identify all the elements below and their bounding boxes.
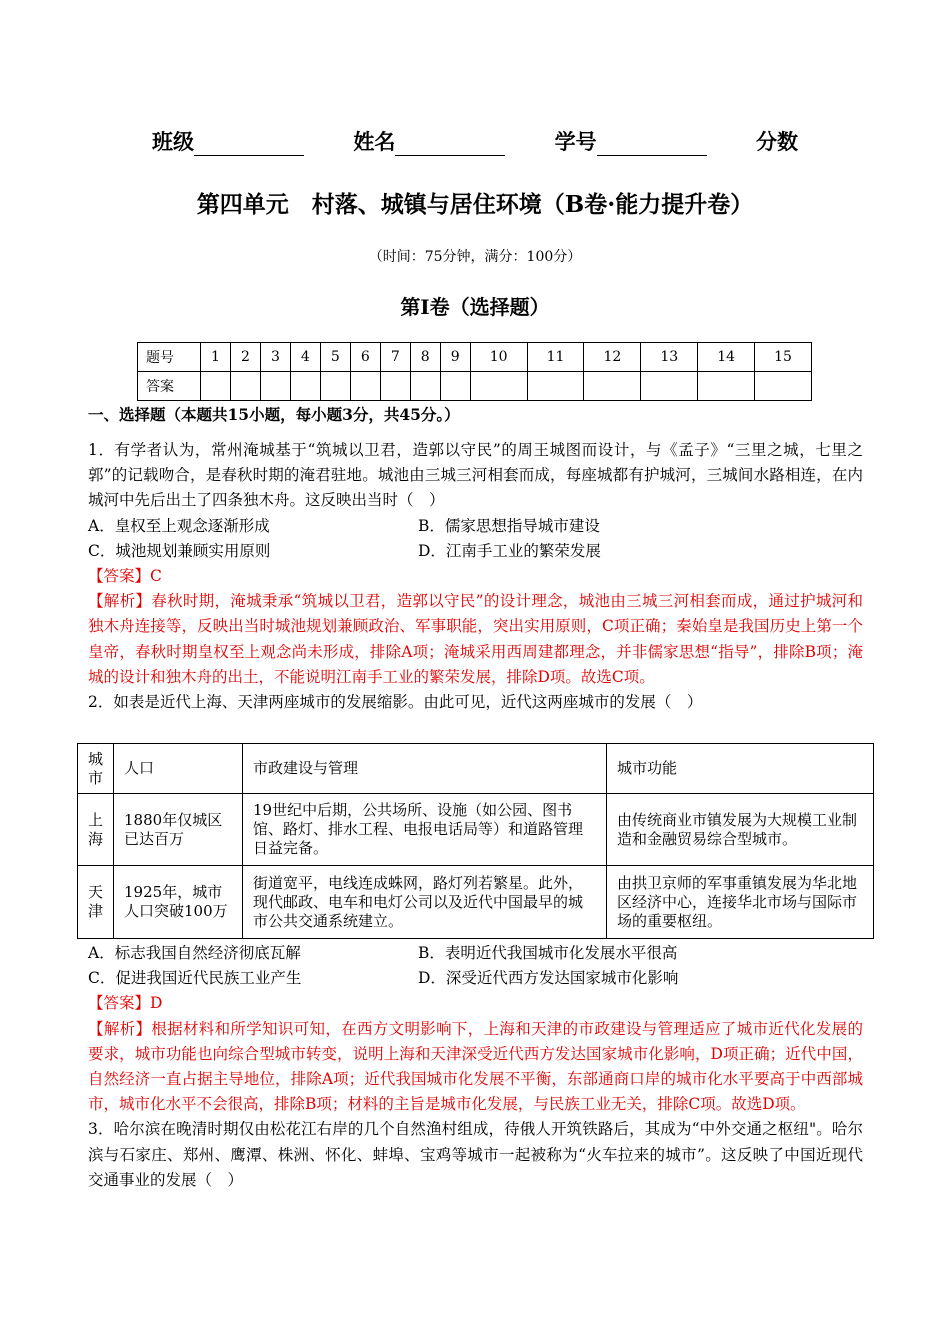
option-d[interactable]: D．深受近代西方发达国家城市化影响 — [418, 969, 679, 988]
analysis — [88, 589, 863, 690]
answer-cell[interactable] — [440, 372, 470, 401]
question-number-cell: 2 — [230, 343, 260, 372]
options-row — [88, 966, 863, 991]
row-label: 题号 — [138, 343, 201, 372]
question-number-cell: 11 — [527, 343, 584, 372]
options-row — [88, 539, 863, 564]
options-row — [88, 941, 863, 966]
answer-cell[interactable] — [230, 372, 260, 401]
question-number-cell: 9 — [440, 343, 470, 372]
answer-cell[interactable] — [380, 372, 410, 401]
question-number-cell: 1 — [201, 343, 231, 372]
section-title: 第Ⅰ卷（选择题） — [400, 295, 550, 319]
question-number-cell: 5 — [320, 343, 350, 372]
function-cell: 由拱卫京师的军事重镇发展为华北地区经济中心，连接华北市场与国际市场的重要枢纽。 — [607, 866, 874, 939]
question-stem-2: 2．如表是近代上海、天津两座城市的发展缩影。由此可见，近代这两座城市的发展（ ） — [88, 693, 703, 712]
question-number-cell: 14 — [698, 343, 755, 372]
question-number-cell: 10 — [470, 343, 527, 372]
answer-cell[interactable] — [584, 372, 641, 401]
question-number-cell: 3 — [260, 343, 290, 372]
option-b[interactable]: B．儒家思想指导城市建设 — [418, 516, 600, 535]
analysis-text: 春秋时期，淹城秉承“筑城以卫君，造郭以守民”的设计理念，城池由三城三河相套而成，通过护城河和独木舟连接等，反映出当时城池规划兼顾政治、军事职能，突出实用原则，C项正确；秦始皇是我国历史上第一个皇帝，春秋时期皇权至上观念尚未形成，排除A项；淹城采用西周建都理念，并非儒家思想“指导”，排除B项；淹城的设计和独木舟的出土，不能说明江南手工业的繁荣发展，排除D项。故选C项。 — [88, 592, 863, 686]
city-cell: 上海 — [78, 794, 114, 866]
name-label: 姓名 — [353, 129, 396, 154]
answer-cell[interactable] — [410, 372, 440, 401]
question-number-row — [138, 343, 812, 372]
class-blank[interactable] — [194, 135, 304, 156]
header-cell: 城市 — [78, 744, 114, 794]
answer-row — [138, 372, 812, 401]
question-number-cell: 12 — [584, 343, 641, 372]
question-stem: 1．有学者认为，常州淹城基于“筑城以卫君，造郭以守民”的周王城图而设计，与《孟子》“三里之城，七里之郭”的记载吻合，是春秋时期的淹君驻地。城池由三城三河相套而成，每座城都有护城河，三城间水路相连，在内城河中先后出土了四条独木舟。这反映出当时（ ） — [88, 441, 863, 510]
page-title: 第四单元 村落、城镇与居住环境（B卷·能力提升卷） — [196, 191, 754, 218]
city-comparison-table — [77, 743, 874, 939]
class-label: 班级 — [152, 129, 195, 154]
score-label: 分数 — [755, 129, 798, 154]
option-c[interactable]: C．促进我国近代民族工业产生 — [88, 969, 302, 988]
answer: 【答案】C — [88, 567, 162, 586]
analysis-label: 【解析】 — [88, 1019, 152, 1038]
header-cell: 城市功能 — [607, 744, 874, 794]
population-cell: 1880年仅城区已达百万 — [114, 794, 243, 866]
question-number-cell: 8 — [410, 343, 440, 372]
table-header-row — [78, 744, 874, 794]
question-2-rest — [88, 941, 863, 1193]
header-cell: 人口 — [114, 744, 243, 794]
answer-cell[interactable] — [755, 372, 812, 401]
option-a[interactable]: A．皇权至上观念逐渐形成 — [88, 516, 270, 535]
municipal-cell: 街道宽平，电线连成蛛网，路灯列若繁星。此外，现代邮政、电车和电灯公司以及近代中国最早的城市公共交通系统建立。 — [243, 866, 607, 939]
answer: 【答案】D — [88, 994, 163, 1013]
function-cell: 由传统商业市镇发展为大规模工业制造和金融贸易综合型城市。 — [607, 794, 874, 866]
answer-sheet-table — [137, 342, 812, 401]
question-number-cell: 15 — [755, 343, 812, 372]
analysis — [88, 1017, 863, 1118]
analysis-label: 【解析】 — [88, 592, 152, 611]
header-cell: 市政建设与管理 — [243, 744, 607, 794]
part-heading: 一、选择题（本题共15小题，每小题3分，共45分。） — [88, 405, 460, 424]
question-number-cell: 4 — [290, 343, 320, 372]
student-info-header — [0, 126, 950, 156]
question-number-cell: 13 — [641, 343, 698, 372]
option-c[interactable]: C．城池规划兼顾实用原则 — [88, 541, 271, 560]
option-b[interactable]: B．表明近代我国城市化发展水平很高 — [418, 944, 678, 962]
student-id-blank[interactable] — [597, 135, 707, 156]
answer-cell[interactable] — [350, 372, 380, 401]
analysis-text: 根据材料和所学知识可知，在西方文明影响下，上海和天津的市政建设与管理适应了城市近代化发展的要求，城市功能也向综合型城市转变，说明上海和天津深受近代西方发达国家城市化影响，D项正确；近代中国，自然经济一直占据主导地位，排除A项；近代我国城市化发展不平衡，东部通商口岸的城市化水平要高于中西部城市，城市化水平不会很高，排除B项；材料的主旨是城市化发展，与民族工业无关，排除C项。故选D项。 — [88, 1019, 863, 1114]
option-d[interactable]: D．江南手工业的繁荣发展 — [418, 541, 601, 560]
exam-info: （时间：75分钟，满分：100分） — [368, 249, 582, 265]
answer-cell[interactable] — [201, 372, 231, 401]
question-stem-3: 3．哈尔滨在晚清时期仅由松花江右岸的几个自然渔村组成，待俄人开筑铁路后，其成为“中外交通之枢纽"。哈尔滨与石家庄、郑州、鹰潭、株洲、怀化、蚌埠、宝鸡等城市一起被称为“火车拉来的城市”。这反映了中国近现代交通事业的发展（ ） — [88, 1120, 863, 1189]
table-row — [78, 794, 874, 866]
population-cell: 1925年，城市人口突破100万 — [114, 866, 243, 939]
student-id-label: 学号 — [554, 129, 597, 154]
answer-cell[interactable] — [641, 372, 698, 401]
row-label: 答案 — [138, 372, 201, 401]
question-1 — [88, 438, 863, 715]
name-blank[interactable] — [395, 135, 505, 156]
table-row — [78, 866, 874, 939]
city-cell: 天津 — [78, 866, 114, 939]
option-a[interactable]: A．标志我国自然经济彻底瓦解 — [88, 944, 301, 962]
question-number-cell: 6 — [350, 343, 380, 372]
answer-cell[interactable] — [698, 372, 755, 401]
options-row — [88, 514, 863, 539]
answer-cell[interactable] — [470, 372, 527, 401]
answer-cell[interactable] — [290, 372, 320, 401]
answer-cell[interactable] — [527, 372, 584, 401]
answer-cell[interactable] — [320, 372, 350, 401]
question-number-cell: 7 — [380, 343, 410, 372]
answer-cell[interactable] — [260, 372, 290, 401]
municipal-cell: 19世纪中后期，公共场所、设施（如公园、图书馆、路灯、排水工程、电报电话局等）和道路管理日益完备。 — [243, 794, 607, 866]
